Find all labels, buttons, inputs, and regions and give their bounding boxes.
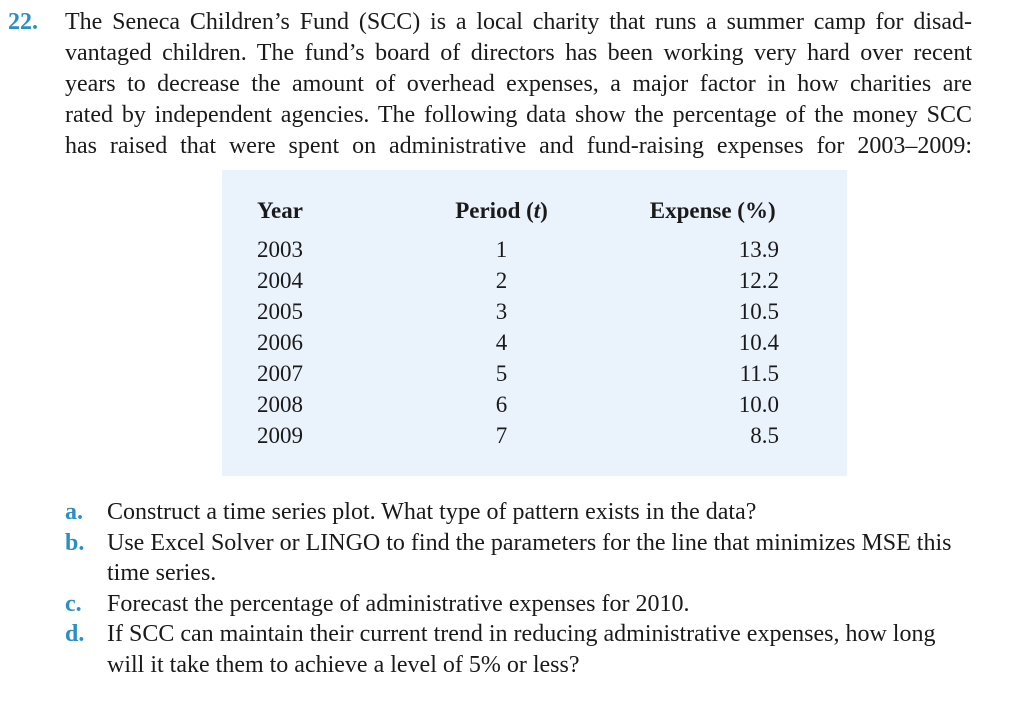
table-row	[257, 389, 847, 420]
cell-expense: 8.5	[750, 423, 779, 448]
data-table-panel	[222, 170, 847, 476]
question-text: Use Excel Solver or LINGO to find the parameters for the line that minimizes MSE this time series.	[107, 529, 952, 586]
header-period-close: )	[540, 198, 548, 223]
cell-period: 1	[495, 237, 508, 262]
table-row	[257, 296, 847, 327]
cell-year: 2007	[257, 361, 303, 386]
cell-period: 4	[495, 330, 508, 355]
table-row	[257, 327, 847, 358]
question-list	[65, 497, 975, 680]
cell-expense: 10.5	[738, 299, 779, 324]
problem-number: 22.	[8, 9, 38, 35]
cell-expense: 10.4	[738, 330, 779, 355]
cell-year: 2008	[257, 392, 303, 417]
cell-period: 5	[495, 361, 508, 386]
cell-year: 2003	[257, 237, 303, 262]
cell-year: 2006	[257, 330, 303, 355]
header-period-text: Period (	[455, 198, 534, 223]
question-text: Construct a time series plot. What type of pattern exists in the data?	[107, 499, 757, 525]
question-text: Forecast the percentage of administrative expenses for 2010.	[107, 590, 690, 617]
table-header-row	[257, 198, 847, 234]
problem-intro	[65, 7, 972, 162]
header-period	[425, 198, 579, 234]
header-year: Year	[257, 198, 303, 223]
cell-year: 2005	[257, 299, 303, 324]
question-item	[65, 589, 975, 620]
intro-line: rated by independent agencies. The following data show the percentage of the money SCC	[65, 102, 972, 128]
cell-year: 2009	[257, 423, 303, 448]
question-item	[65, 497, 975, 528]
cell-period: 6	[495, 392, 508, 417]
intro-line: The Seneca Children’s Fund (SCC) is a local charity that runs a summer camp for disad-	[65, 9, 972, 35]
question-item	[65, 528, 975, 589]
intro-line: has raised that were spent on administrative and fund-raising expenses for 2003–2009:	[65, 133, 972, 159]
cell-expense: 10.0	[738, 392, 779, 417]
question-label: c.	[65, 590, 82, 617]
intro-line: years to decrease the amount of overhead expenses, a major factor in how charities are	[65, 71, 972, 97]
cell-period: 3	[495, 299, 508, 324]
table-row	[257, 265, 847, 296]
question-label: b.	[65, 529, 85, 556]
cell-expense: 13.9	[738, 237, 779, 262]
question-text: If SCC can maintain their current trend in reducing administrative expenses, how long will it take them to achieve a level of 5% or less?	[107, 621, 936, 678]
table-row	[257, 420, 847, 451]
table-row	[257, 358, 847, 389]
header-expense: Expense (%)	[649, 198, 776, 223]
question-item	[65, 619, 975, 680]
table-row	[257, 234, 847, 265]
cell-expense: 11.5	[739, 361, 779, 386]
cell-period: 2	[495, 268, 508, 293]
question-label: a.	[65, 499, 83, 525]
cell-expense: 12.2	[738, 268, 779, 293]
cell-year: 2004	[257, 268, 303, 293]
header-period-variable: t	[533, 198, 541, 223]
cell-period: 7	[495, 423, 508, 448]
data-table	[257, 198, 847, 451]
intro-line: vantaged children. The fund’s board of directors has been working very hard over recent	[65, 40, 972, 66]
question-label: d.	[65, 621, 85, 647]
